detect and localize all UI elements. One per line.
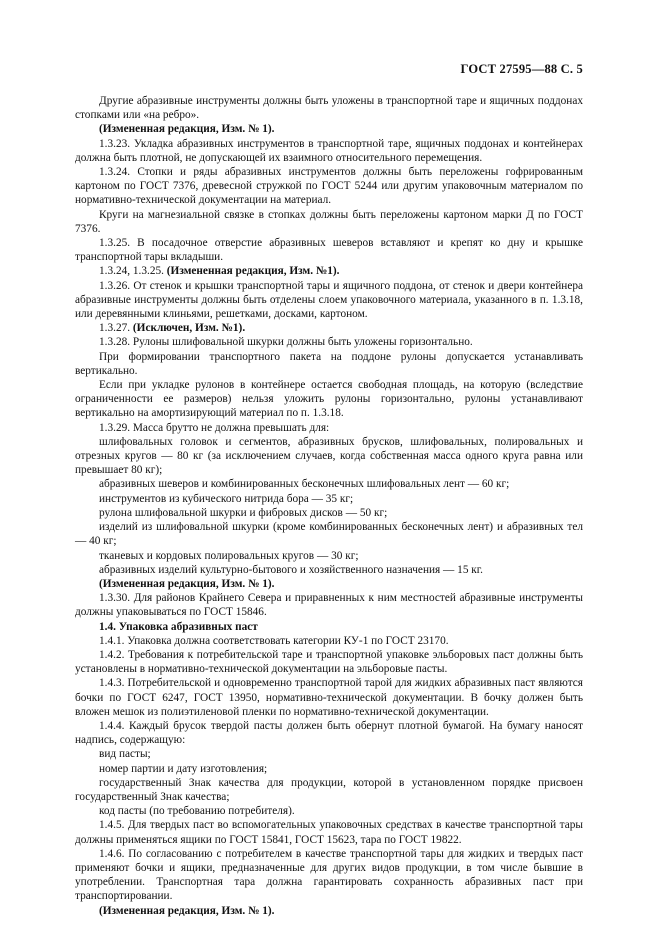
paragraph: 1.4.5. Для твердых паст во вспомогательных упаковочных средствах в качестве транспортной тары должны применяться ящики по ГОСТ 15841, ГОСТ 15623, тара по ГОСТ 19822.	[75, 819, 583, 846]
paragraph: Если при укладке рулонов в контейнере остается свободная площадь, на которую (вследствие ограниченности ее размеров) нельзя уложить рулоны горизонтально, рулоны устанавливают вертикально на амортизирующий материал по п. 1.3.18.	[75, 379, 583, 420]
list-item: абразивных шеверов и комбинированных бесконечных шлифовальных лент — 60 кг;	[99, 478, 510, 491]
list-item: код пасты (по требованию потребителя).	[99, 805, 295, 818]
amendment-note: (Измененная редакция, Изм. № 1).	[99, 123, 275, 136]
list-item: государственный Знак качества для продукции, которой в установленном порядке присвоен государственный Знак качества;	[75, 776, 583, 803]
list-item: изделий из шлифовальной шкурки (кроме комбинированных бесконечных лент) и абразивных тел — 40 кг;	[75, 521, 583, 548]
amendment-note: (Измененная редакция, Изм. № 1).	[99, 577, 275, 590]
amendment-reference: (Измененная редакция, Изм. №1).	[166, 265, 340, 278]
paragraph: Другие абразивные инструменты должны быть уложены в транспортной таре и ящичных поддонах стопками или «на ребро».	[75, 95, 583, 122]
paragraph: 1.3.28. Рулоны шлифовальной шкурки должны быть уложены горизонтально.	[99, 336, 473, 349]
paragraph: При формировании транспортного пакета на поддоне рулоны допускается устанавливать вертикально.	[75, 350, 583, 377]
list-item: инструментов из кубического нитрида бора — 35 кг;	[99, 492, 354, 505]
paragraph: 1.3.30. Для районов Крайнего Севера и приравненных к ним местностей абразивные инструменты должны упаковываться по ГОСТ 15846.	[75, 592, 583, 619]
paragraph: 1.3.24. Стопки и ряды абразивных инструментов должны быть переложены гофрированным картоном по ГОСТ 7376, древесной стружкой по ГОСТ 5244 или другим упаковочным материалом по нормативно-технической документации на материал.	[75, 166, 583, 207]
document-body	[75, 94, 583, 918]
page-header: ГОСТ 27595—88 С. 5	[460, 62, 583, 76]
paragraph: 1.4.2. Требования к потребительской таре и транспортной упаковке эльборовых паст должны быть установлены в нормативно-технической документации на эльборовые пасты.	[75, 648, 583, 676]
section-heading: 1.4. Упаковка абразивных паст	[99, 620, 258, 633]
list-item: шлифовальных головок и сегментов, абразивных брусков, шлифовальных, полировальных и отрезных кругов — 80 кг (за исключением случаев, когда собственная масса одного круга равна или превышает 80 кг);	[75, 435, 583, 477]
paragraph: 1.4.6. По согласованию с потребителем в качестве транспортной тары для жидких и твердых паст применяют бочки и ящики, предназначенные для других видов продукции, в том числе бывшие в употреблении. Транспортная тара должна гарантировать сохранность абразивных паст при транспортировании.	[75, 847, 583, 903]
list-item: абразивных изделий культурно-бытового и хозяйственного назначения — 15 кг.	[99, 563, 483, 576]
list-item: номер партии и дату изготовления;	[99, 762, 268, 775]
paragraph: 1.3.26. От стенок и крышки транспортной тары и ящичного поддона, от стенок и двери контейнера абразивные инструменты должны быть отделены слоем упаковочного материала, указанного в п. 1.3.18, или деревянными клиньями, решетками, досками, картоном.	[75, 279, 583, 321]
amendment-note	[75, 264, 583, 278]
item-number: 1.3.27.	[99, 322, 133, 335]
paragraph: Круги на магнезиальной связке в стопках должны быть переложены картоном марки Д по ГОСТ 7376.	[75, 208, 583, 235]
item-number: 1.3.24, 1.3.25.	[99, 265, 167, 278]
paragraph: 1.4.4. Каждый брусок твердой пасты должен быть обернут плотной бумагой. На бумагу наносят надпись, содержащую:	[75, 719, 583, 747]
amendment-note	[75, 321, 583, 335]
paragraph: 1.4.3. Потребительской и одновременно транспортной тарой для жидких абразивных паст являются бочки по ГОСТ 6247, ГОСТ 13950, нормативно-технической документации. В бочку должен быть вложен мешок из полиэтиленовой пленки по нормативно-технической документации.	[75, 677, 583, 718]
amendment-note: (Измененная редакция, Изм. № 1).	[99, 904, 275, 917]
paragraph: 1.3.29. Масса брутто не должна превышать для:	[99, 421, 330, 434]
paragraph: 1.4.1. Упаковка должна соответствовать категории КУ-1 по ГОСТ 23170.	[99, 634, 449, 647]
paragraph: 1.3.23. Укладка абразивных инструментов в транспортной таре, ящичных поддонах и контейнерах должна быть плотной, не допускающей их взаимного относительного перемещения.	[75, 137, 583, 164]
amendment-reference: (Исключен, Изм. №1).	[132, 322, 246, 335]
list-item: рулона шлифовальной шкурки и фибровых дисков — 50 кг;	[99, 506, 388, 519]
paragraph: 1.3.25. В посадочное отверстие абразивных шеверов вставляют и крепят ко дну и крышке транспортной тары вкладыши.	[75, 237, 583, 264]
list-item: вид пасты;	[99, 748, 151, 761]
list-item: тканевых и кордовых полировальных кругов — 30 кг;	[99, 549, 359, 562]
